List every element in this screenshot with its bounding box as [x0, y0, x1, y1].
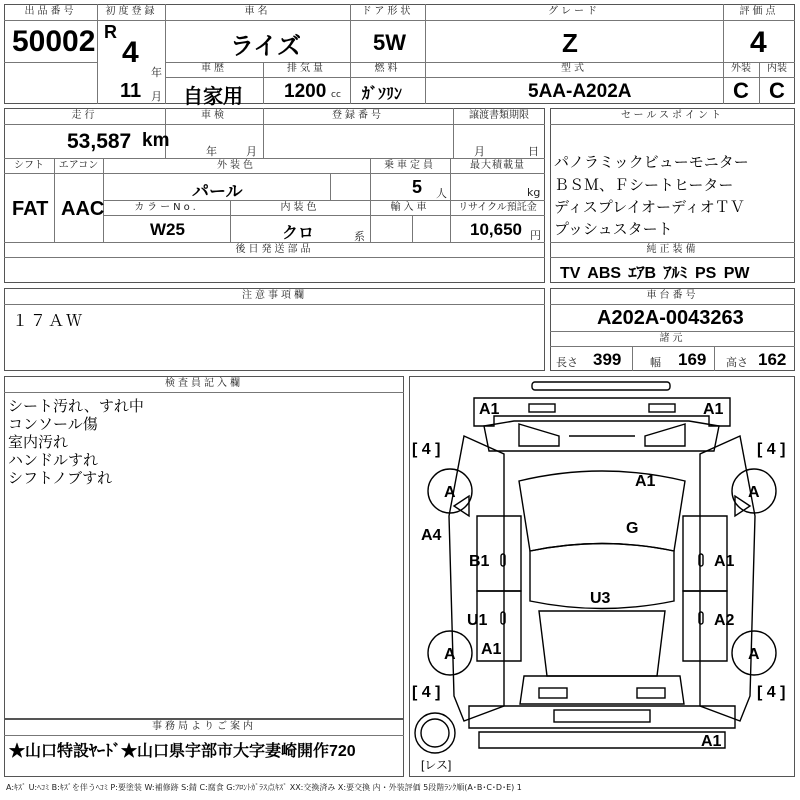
lot-number: 50002	[12, 25, 96, 58]
notes-text: １７ＡＷ	[12, 311, 85, 330]
ac-label: エアコン	[58, 160, 99, 171]
sales-label: セールスポイント	[620, 110, 725, 121]
displacement: 1200	[284, 81, 327, 102]
length-label: 長さ	[556, 356, 578, 369]
capacity: 5	[412, 177, 423, 197]
recycle-fee: 10,650	[470, 220, 522, 239]
int-color-label: 内装色	[280, 202, 320, 213]
recycle-unit: 円	[530, 229, 541, 242]
transfer-month: 月	[474, 145, 485, 158]
fuel: ｶﾞｿﾘﾝ	[362, 86, 403, 103]
displacement-label: 排気量	[287, 63, 326, 74]
mark-rear-door-left: U1	[467, 612, 488, 629]
length: 399	[593, 350, 622, 369]
mark-front-left: A1	[479, 401, 500, 418]
exterior-color: パール	[192, 182, 243, 201]
legend: A:ｷｽﾞ U:ﾍｺﾐ B:ｷｽﾞを伴うﾍｺﾐ P:要塗装 W:補修跡 S:錆 C:腐食 G:ﾌﾛﾝﾄｶﾞﾗｽ点ｷｽﾞ XX:交換済み X:要交換 内・外装評価 5段階ﾗﾝｸ順(A･B･C･D･E) 1	[6, 783, 522, 792]
mark-front-right: A1	[703, 401, 724, 418]
color-no: W25	[150, 220, 185, 239]
mark-rear-door-right: A2	[714, 612, 735, 629]
mark-wheel-fr: A	[748, 484, 760, 501]
shift-label: シフト	[14, 160, 44, 171]
height-label: 高さ	[726, 356, 748, 369]
score: 4	[750, 26, 767, 59]
fuel-label: 燃料	[374, 63, 401, 74]
mark-hood: A1	[635, 473, 656, 490]
import-label: 輸入車	[390, 202, 430, 213]
first-reg-label: 初度登録	[105, 6, 158, 17]
model-label: 型式	[561, 63, 587, 74]
spare-status: [レス]	[421, 758, 452, 772]
inspector-line-5: シフトノブすれ	[8, 469, 113, 487]
load-unit: kg	[527, 186, 541, 199]
dims-label: 諸元	[659, 333, 686, 344]
exterior-grade: C	[733, 78, 749, 103]
sales-line-3: ディスプレイオーディオＴＶ	[554, 198, 745, 216]
inspection-month-unit: 月	[246, 145, 257, 158]
grade: Z	[562, 28, 578, 58]
reg-year: 4	[122, 36, 139, 69]
sales-line-2: ＢＳＭ、Ｆシートヒーター	[554, 176, 734, 194]
door-label: ドア形状	[361, 6, 414, 17]
exterior-label: 外装	[731, 63, 751, 74]
door-type: 5W	[373, 30, 406, 55]
mark-wheel-rr: A	[748, 646, 760, 663]
reg-number-label: 登録番号	[332, 110, 384, 121]
width-label: 幅	[650, 356, 661, 369]
inspector-line-4: ハンドルすれ	[8, 451, 99, 469]
mark-left-fender: A4	[421, 527, 442, 544]
inspector-line-3: 室内汚れ	[8, 433, 69, 451]
int-color-unit: 系	[354, 230, 365, 243]
ac: AAC	[61, 198, 105, 220]
lot-label: 出品番号	[24, 6, 77, 17]
grade-label: グレード	[548, 6, 600, 17]
chassis-label: 車台番号	[646, 290, 699, 301]
car-name: ライズ	[230, 33, 302, 60]
later-parts-label: 後日発送部品	[235, 244, 314, 255]
mileage-unit: km	[142, 130, 170, 151]
mark-front-door-left: B1	[469, 553, 490, 570]
tire-rear-left: [ 4 ]	[412, 684, 441, 701]
inspection-label: 車検	[201, 110, 227, 121]
shift: FAT	[12, 198, 49, 220]
era: R	[104, 22, 117, 42]
transfer-day: 日	[528, 145, 539, 158]
tire-rear-right: [ 4 ]	[757, 684, 786, 701]
office-text: ★山口特設ﾔｰﾄﾞ★山口県宇部市大字妻崎開作720	[9, 743, 356, 760]
history-label: 車歴	[201, 63, 227, 74]
mark-wheel-fl: A	[444, 484, 456, 501]
reg-month: 11	[120, 80, 142, 102]
history: 自家用	[183, 86, 243, 108]
mark-windshield: G	[626, 520, 639, 537]
score-label: 評価点	[739, 6, 779, 17]
height: 162	[758, 350, 787, 369]
sales-line-1: パノラミックビューモニター	[554, 153, 749, 171]
width: 169	[678, 350, 707, 369]
mark-front-door-right: A1	[714, 553, 735, 570]
capacity-unit: 人	[436, 187, 447, 200]
mark-wheel-rl: A	[444, 646, 456, 663]
car-name-label: 車名	[244, 6, 271, 17]
color-no-label: カラーNo.	[134, 202, 199, 213]
inspector-line-1: シート汚れ、すれ中	[8, 397, 144, 415]
transfer-label: 譲渡書類期限	[469, 110, 529, 121]
mileage: 53,587	[67, 130, 132, 153]
equipment-label: 純正装備	[646, 244, 699, 255]
chassis-number: A202A-0043263	[597, 307, 744, 329]
mark-rear-left: A1	[481, 641, 502, 658]
notes-label: 注意事項欄	[242, 290, 307, 301]
sales-line-4: プッシュスタート	[554, 220, 673, 238]
displacement-unit: cc	[331, 90, 341, 100]
tire-front-right: [ 4 ]	[757, 441, 786, 458]
equipment-items: TV ABS ｴｱB ｱﾙﾐ PS PW	[560, 265, 750, 282]
mileage-label: 走行	[71, 110, 98, 121]
office-label: 事務局よりご案内	[152, 721, 256, 732]
year-unit: 年	[151, 66, 162, 79]
inspector-label: 検査員記入欄	[165, 378, 243, 389]
mark-roof: U3	[590, 590, 611, 607]
tire-front-left: [ 4 ]	[412, 441, 441, 458]
capacity-label: 乗車定員	[384, 160, 436, 171]
int-color: クロ	[282, 225, 315, 242]
month-unit: 月	[151, 90, 162, 103]
mark-rear-bottom: A1	[701, 733, 722, 750]
inspector-line-2: コンソール傷	[8, 415, 98, 433]
model: 5AA-A202A	[528, 81, 632, 102]
color-label: 外装色	[217, 160, 256, 171]
interior-label: 内装	[767, 63, 787, 74]
recycle-label: リサイクル預託金	[458, 202, 537, 213]
inspection-year-unit: 年	[206, 145, 217, 158]
load-label: 最大積載量	[470, 160, 525, 171]
interior-grade: C	[769, 78, 785, 103]
car-diagram	[409, 376, 795, 777]
